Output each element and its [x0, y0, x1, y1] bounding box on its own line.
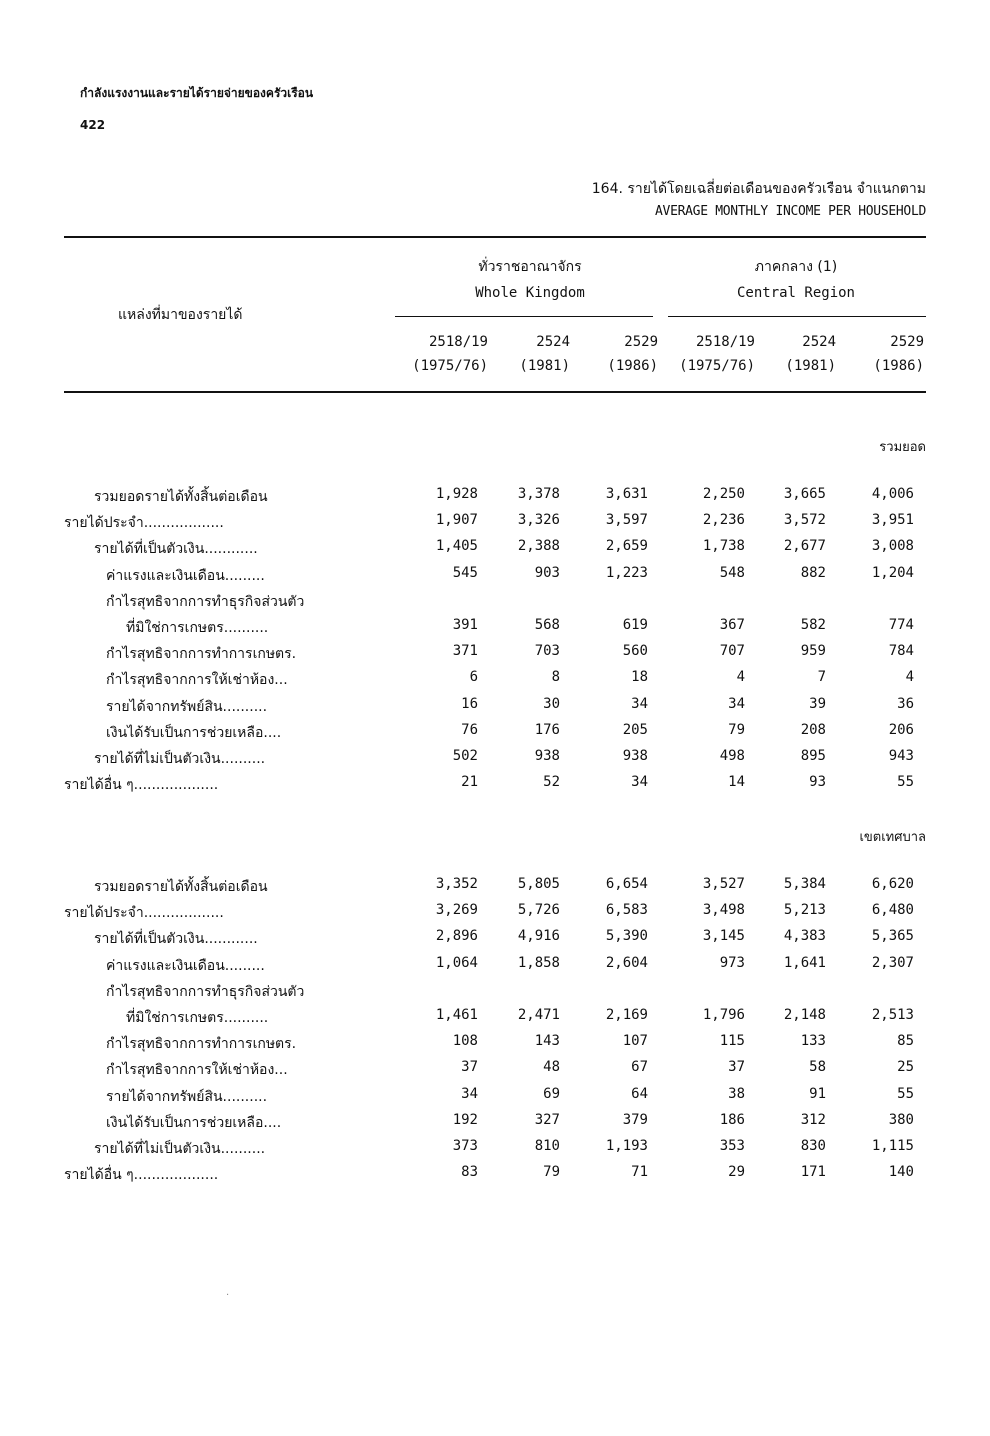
row-value: 1,193: [605, 1138, 648, 1154]
table-row: [64, 748, 926, 772]
row-label: รวมยอดรายได้ทั้งสิ้นต่อเดือน: [94, 489, 268, 505]
page-number: 422: [80, 118, 106, 132]
table-row: [64, 696, 926, 720]
row-value: 959: [800, 643, 826, 660]
column-header: [824, 330, 924, 378]
row-label: รายได้อื่น ๆ...................: [64, 777, 219, 794]
row-value: 327: [534, 1111, 560, 1128]
group-underline-whole-kingdom: [395, 316, 653, 317]
row-value: 83: [461, 1164, 478, 1181]
row-value: 30: [543, 695, 560, 712]
row-value: 107: [622, 1033, 648, 1050]
row-label: กำไรสุทธิจากการให้เช่าห้อง...: [106, 1062, 288, 1079]
table-row: [64, 486, 926, 510]
row-value: 545: [452, 564, 478, 581]
table-row: [64, 538, 926, 562]
row-value: 1,796: [702, 1007, 745, 1023]
row-value: 943: [888, 748, 914, 764]
row-label: รายได้อื่น ๆ...................: [64, 1167, 219, 1184]
row-value: 38: [728, 1085, 745, 1102]
column-header: [470, 330, 570, 378]
row-value: 568: [534, 617, 560, 633]
row-value: 5,726: [517, 902, 560, 919]
row-label: รายได้จากทรัพย์สิน..........: [106, 698, 268, 715]
row-value: 1,204: [871, 564, 914, 581]
row-label: ค่าแรงและเงินเดือน.........: [106, 957, 265, 974]
table-row: [64, 1112, 926, 1136]
row-value: 37: [728, 1059, 745, 1076]
row-value: 6,654: [605, 876, 648, 892]
row-value: 498: [719, 748, 745, 764]
row-value: 7: [817, 669, 826, 686]
row-value: 3,145: [702, 928, 745, 945]
row-value: 2,236: [702, 512, 745, 529]
row-value: 3,665: [783, 486, 826, 502]
group-english-label: Central Region: [736, 285, 855, 301]
row-value: 208: [800, 721, 826, 738]
row-value: 1,461: [435, 1007, 478, 1023]
table-row: [64, 722, 926, 746]
column-year: 2529: [624, 334, 658, 350]
table-row: [64, 1033, 926, 1057]
row-value: 6: [469, 669, 478, 686]
row-value: 4: [736, 669, 745, 686]
row-value: 1,641: [783, 954, 826, 971]
row-value: 34: [631, 774, 648, 791]
table-row: [64, 669, 926, 693]
column-alt-year: (1975/76): [412, 358, 488, 374]
column-alt-year: (1981): [519, 358, 570, 374]
row-value: 502: [452, 748, 478, 764]
table-title-thai: 164. รายได้โดยเฉลี่ยต่อเดือนของครัวเรือน จำแนกตาม: [591, 181, 926, 197]
row-value: 3,631: [605, 486, 648, 502]
row-value: 6,583: [605, 902, 648, 919]
row-value: 48: [543, 1059, 560, 1076]
table-row: [64, 928, 926, 952]
row-value: 3,008: [871, 538, 914, 555]
row-value: 5,805: [517, 876, 560, 892]
row-value: 703: [534, 643, 560, 660]
row-label: รวมยอดรายได้ทั้งสิ้นต่อเดือน: [94, 879, 268, 895]
row-value: 206: [888, 721, 914, 738]
row-value: 938: [622, 748, 648, 764]
row-label: ที่มิใช่การเกษตร..........: [126, 620, 269, 636]
row-value: 140: [888, 1164, 914, 1181]
row-value: 133: [800, 1033, 826, 1050]
row-value: 5,390: [605, 928, 648, 945]
row-value: 2,896: [435, 928, 478, 945]
row-value: 2,659: [605, 538, 648, 555]
row-value: 619: [622, 617, 648, 633]
row-value: 2,307: [871, 954, 914, 971]
row-value: 391: [452, 617, 478, 633]
row-label: ค่าแรงและเงินเดือน.........: [106, 567, 265, 584]
row-value: 973: [719, 954, 745, 971]
group-header-central-region: [665, 254, 927, 306]
table-row: [64, 1164, 926, 1188]
row-value: 3,378: [517, 486, 560, 502]
row-value: 2,677: [783, 538, 826, 555]
row-value: 1,928: [435, 486, 478, 502]
row-value: 2,388: [517, 538, 560, 555]
row-value: 3,527: [702, 876, 745, 892]
row-label: รายได้ประจำ..................: [64, 515, 224, 532]
table-row: [64, 591, 926, 615]
row-value: 71: [631, 1164, 648, 1181]
row-value: 5,213: [783, 902, 826, 919]
table-row: [64, 617, 926, 641]
row-value: 2,250: [702, 486, 745, 502]
row-value: 192: [452, 1111, 478, 1128]
table-row: [64, 643, 926, 667]
row-value: 371: [452, 643, 478, 660]
row-value: 37: [461, 1059, 478, 1076]
row-value: 16: [461, 695, 478, 712]
row-value: 79: [543, 1164, 560, 1181]
row-value: 29: [728, 1164, 745, 1181]
row-value: 367: [719, 617, 745, 633]
row-value: 3,326: [517, 512, 560, 529]
row-value: 55: [897, 774, 914, 791]
table-row: [64, 1086, 926, 1110]
row-value: 34: [728, 695, 745, 712]
row-value: 21: [461, 774, 478, 791]
row-value: 379: [622, 1111, 648, 1128]
group-header-whole-kingdom: [395, 254, 665, 306]
table-top-rule: [64, 236, 926, 238]
row-value: 548: [719, 564, 745, 581]
row-label: รายได้ที่เป็นตัวเงิน............: [94, 541, 258, 558]
column-alt-year: (1981): [785, 358, 836, 374]
column-year: 2518/19: [695, 334, 755, 350]
row-value: 67: [631, 1059, 648, 1076]
row-value: 3,498: [702, 902, 745, 919]
header-bottom-rule: [64, 391, 926, 393]
row-label: กำไรสุทธิจากการให้เช่าห้อง...: [106, 672, 288, 689]
row-label: กำไรสุทธิจากการทำธุรกิจส่วนตัว: [106, 593, 305, 610]
column-alt-year: (1986): [607, 358, 658, 374]
row-value: 205: [622, 721, 648, 738]
section-label: รวมยอด: [879, 440, 926, 455]
row-value: 312: [800, 1111, 826, 1128]
group-underline-central-region: [668, 316, 926, 317]
row-value: 14: [728, 774, 745, 791]
row-value: 3,597: [605, 512, 648, 529]
book-title: กำลังแรงงานและรายได้รายจ่ายของครัวเรือน: [80, 86, 314, 100]
table-row: [64, 774, 926, 798]
row-value: 58: [809, 1059, 826, 1076]
row-value: 171: [800, 1164, 826, 1181]
row-value: 3,572: [783, 512, 826, 529]
table-row: [64, 512, 926, 536]
table-row: [64, 1007, 926, 1031]
row-value: 5,365: [871, 928, 914, 945]
group-english-label: Whole Kingdom: [475, 285, 585, 301]
row-value: 830: [800, 1138, 826, 1154]
row-label: รายได้จากทรัพย์สิน..........: [106, 1088, 268, 1105]
row-value: 882: [800, 564, 826, 581]
row-value: 4,006: [871, 486, 914, 502]
table-row: [64, 876, 926, 900]
row-value: 143: [534, 1033, 560, 1050]
row-value: 69: [543, 1085, 560, 1102]
row-value: 774: [888, 617, 914, 633]
row-value: 582: [800, 617, 826, 633]
table-row: [64, 565, 926, 589]
row-value: 903: [534, 564, 560, 581]
row-value: 91: [809, 1085, 826, 1102]
row-label: กำไรสุทธิจากการทำธุรกิจส่วนตัว: [106, 983, 305, 1000]
table-row: [64, 1138, 926, 1162]
column-year: 2529: [890, 334, 924, 350]
row-label: รายได้ประจำ..................: [64, 905, 224, 922]
row-value: 938: [534, 748, 560, 764]
group-thai-label: ภาคกลาง (1): [754, 259, 838, 275]
column-year: 2518/19: [428, 334, 488, 350]
row-value: 8: [551, 669, 560, 686]
table-title-english: AVERAGE MONTHLY INCOME PER HOUSEHOLD: [655, 204, 926, 219]
row-value: 2,604: [605, 954, 648, 971]
table-row: [64, 981, 926, 1005]
row-value: 1,858: [517, 954, 560, 971]
column-alt-year: (1986): [873, 358, 924, 374]
row-value: 34: [631, 695, 648, 712]
row-value: 895: [800, 748, 826, 764]
row-label: รายได้ที่ไม่เป็นตัวเงิน..........: [94, 1141, 266, 1157]
row-value: 2,148: [783, 1007, 826, 1023]
row-value: 6,620: [871, 876, 914, 892]
row-value: 115: [719, 1033, 745, 1050]
column-alt-year: (1975/76): [679, 358, 755, 374]
row-value: 2,471: [517, 1007, 560, 1023]
row-value: 1,064: [435, 954, 478, 971]
row-label: เงินได้รับเป็นการช่วยเหลือ....: [106, 1114, 282, 1131]
speck-mark: ·: [226, 1290, 230, 1301]
group-thai-label: ทั่วราชอาณาจักร: [478, 259, 582, 275]
row-value: 108: [452, 1033, 478, 1050]
section-label: เขตเทศบาล: [859, 830, 926, 845]
row-value: 707: [719, 643, 745, 660]
row-label: เงินได้รับเป็นการช่วยเหลือ....: [106, 724, 282, 741]
row-label: รายได้ที่เป็นตัวเงิน............: [94, 931, 258, 948]
row-value: 3,269: [435, 902, 478, 919]
row-value: 1,223: [605, 564, 648, 581]
row-value: 1,907: [435, 512, 478, 529]
row-value: 64: [631, 1085, 648, 1102]
row-value: 186: [719, 1111, 745, 1128]
row-value: 79: [728, 721, 745, 738]
row-value: 3,352: [435, 876, 478, 892]
column-header: [736, 330, 836, 378]
row-value: 1,738: [702, 538, 745, 555]
row-value: 76: [461, 721, 478, 738]
row-value: 6,480: [871, 902, 914, 919]
row-value: 3,951: [871, 512, 914, 529]
row-value: 39: [809, 695, 826, 712]
row-value: 373: [452, 1138, 478, 1154]
table-row: [64, 955, 926, 979]
row-value: 176: [534, 721, 560, 738]
row-value: 55: [897, 1085, 914, 1102]
table-row: [64, 1059, 926, 1083]
column-year: 2524: [802, 334, 836, 350]
row-value: 810: [534, 1138, 560, 1154]
row-value: 1,115: [871, 1138, 914, 1154]
row-label: กำไรสุทธิจากการทำการเกษตร.: [106, 1036, 297, 1053]
row-value: 4: [905, 669, 914, 686]
row-value: 1,405: [435, 538, 478, 555]
row-value: 560: [622, 643, 648, 660]
row-value: 5,384: [783, 876, 826, 892]
row-value: 784: [888, 643, 914, 660]
row-value: 380: [888, 1111, 914, 1128]
row-value: 353: [719, 1138, 745, 1154]
row-value: 18: [631, 669, 648, 686]
column-header: [558, 330, 658, 378]
row-value: 85: [897, 1033, 914, 1050]
source-of-income-header: แหล่งที่มาของรายได้: [118, 307, 243, 323]
row-label: รายได้ที่ไม่เป็นตัวเงิน..........: [94, 751, 266, 767]
row-value: 93: [809, 774, 826, 791]
row-value: 2,169: [605, 1007, 648, 1023]
row-value: 4,916: [517, 928, 560, 945]
row-value: 25: [897, 1059, 914, 1076]
column-year: 2524: [536, 334, 570, 350]
row-label: กำไรสุทธิจากการทำการเกษตร.: [106, 646, 297, 663]
row-label: ที่มิใช่การเกษตร..........: [126, 1010, 269, 1026]
row-value: 34: [461, 1085, 478, 1102]
table-row: [64, 902, 926, 926]
row-value: 52: [543, 774, 560, 791]
row-value: 4,383: [783, 928, 826, 945]
row-value: 2,513: [871, 1007, 914, 1023]
row-value: 36: [897, 695, 914, 712]
